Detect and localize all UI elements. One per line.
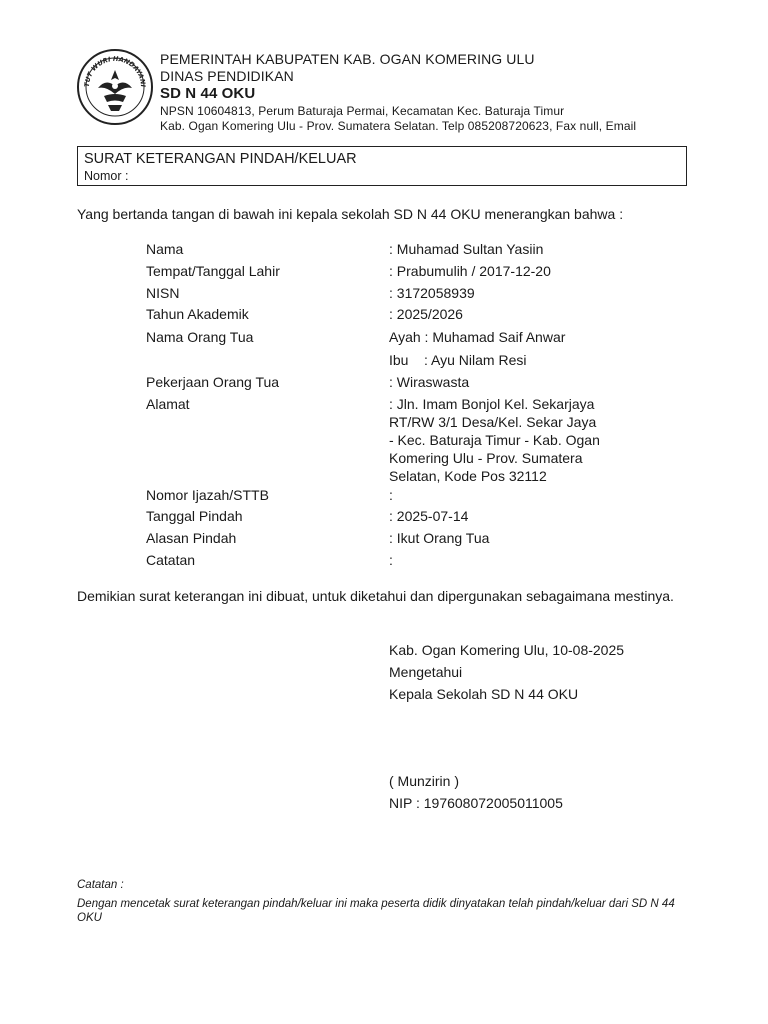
tut-wuri-handayani-logo xyxy=(76,48,154,126)
value-nama: : Muhamad Sultan Yasiin xyxy=(389,241,544,257)
value-alamat: : Jln. Imam Bonjol Kel. Sekarjaya RT/RW 3/1 Desa/Kel. Sekar Jaya - Kec. Baturaja Timur - Kab. Ogan Komering Ulu - Prov. Sumatera Selatan, Kode Pos 32112 xyxy=(389,396,600,484)
signature-role: Kepala Sekolah SD N 44 OKU xyxy=(389,686,579,702)
value-ttl: : Prabumulih / 2017-12-20 xyxy=(389,263,551,279)
value-ayah: Ayah : Muhamad Saif Anwar xyxy=(389,329,566,345)
label-alamat: Alamat xyxy=(146,396,190,412)
value-pekerjaan: : Wiraswasta xyxy=(389,374,470,390)
value-alasan-pindah: : Ikut Orang Tua xyxy=(389,530,490,546)
header-address-line1: NPSN 10604813, Perum Baturaja Permai, Kecamatan Kec. Baturaja Timur xyxy=(160,104,565,118)
label-ttl: Tempat/Tanggal Lahir xyxy=(146,263,280,279)
signature-nip: NIP : 197608072005011005 xyxy=(389,795,563,811)
value-catatan: : xyxy=(389,552,393,568)
document-number: Nomor : xyxy=(84,169,129,183)
label-catatan: Catatan xyxy=(146,552,196,568)
label-nisn: NISN xyxy=(146,285,180,301)
value-nomor-ijazah: : xyxy=(389,487,393,503)
label-tanggal-pindah: Tanggal Pindah xyxy=(146,508,243,524)
document-title: SURAT KETERANGAN PINDAH/KELUAR xyxy=(84,151,357,167)
signature-mengetahui: Mengetahui xyxy=(389,664,463,680)
value-tanggal-pindah: : 2025-07-14 xyxy=(389,508,469,524)
value-tahun-akademik: : 2025/2026 xyxy=(389,306,463,322)
label-nomor-ijazah: Nomor Ijazah/STTB xyxy=(146,487,269,503)
header-school-name: SD N 44 OKU xyxy=(160,85,256,102)
footer-note-label: Catatan : xyxy=(77,879,124,891)
label-alasan-pindah: Alasan Pindah xyxy=(146,530,237,546)
header-government: PEMERINTAH KABUPATEN KAB. OGAN KOMERING ULU xyxy=(160,51,535,67)
document-title-box xyxy=(77,146,687,186)
value-ibu: Ibu : Ayu Nilam Resi xyxy=(389,352,527,368)
label-nama: Nama xyxy=(146,241,184,257)
signature-name: ( Munzirin ) xyxy=(389,773,460,789)
closing-paragraph: Demikian surat keterangan ini dibuat, untuk diketahui dan dipergunakan sebagaimana mestinya. xyxy=(77,588,674,604)
svg-text:TUT WURI HANDAYANI: TUT WURI HANDAYANI xyxy=(82,54,148,88)
header-address-line2: Kab. Ogan Komering Ulu - Prov. Sumatera Selatan. Telp 085208720623, Fax null, Email xyxy=(160,119,637,133)
label-pekerjaan: Pekerjaan Orang Tua xyxy=(146,374,280,390)
signature-place-date: Kab. Ogan Komering Ulu, 10-08-2025 xyxy=(389,642,625,658)
intro-paragraph: Yang bertanda tangan di bawah ini kepala sekolah SD N 44 OKU menerangkan bahwa : xyxy=(77,206,624,222)
label-nama-orang-tua: Nama Orang Tua xyxy=(146,329,254,345)
value-nisn: : 3172058939 xyxy=(389,285,475,301)
footer-note-text: Dengan mencetak surat keterangan pindah/keluar ini maka peserta didik dinyatakan telah pindah/keluar dari SD N 44 OKU xyxy=(77,898,675,924)
header-department: DINAS PENDIDIKAN xyxy=(160,68,294,84)
label-tahun-akademik: Tahun Akademik xyxy=(146,306,249,322)
